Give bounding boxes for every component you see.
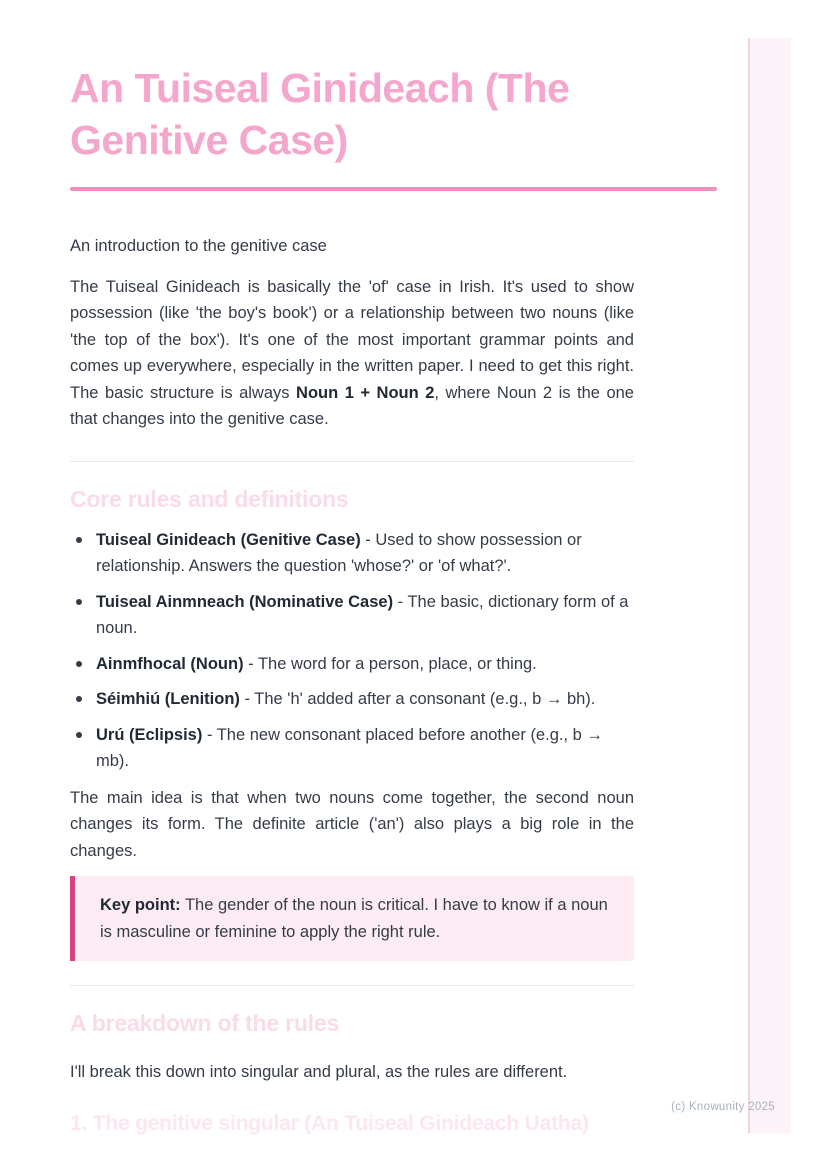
term-description: - The basic, dictionary form of a noun. [96, 592, 629, 638]
section-heading-breakdown: A breakdown of the rules [70, 1010, 340, 1037]
page-title: An Tuiseal Ginideach (The Genitive Case) [70, 65, 570, 164]
key-point-callout [70, 876, 634, 961]
title-divider [70, 187, 717, 191]
intro-paragraph [70, 274, 634, 433]
callout-label: Key point: [100, 896, 181, 915]
callout-text: The gender of the noun is critical. I have to know if a noun is masculine or feminine to apply the right rule. [100, 896, 608, 941]
term-description: - The word for a person, place, or thing. [243, 654, 537, 673]
bullet-icon [76, 732, 82, 738]
bullet-icon [76, 537, 82, 543]
term-description: - The 'h' added after a consonant (e.g., b → bh). [239, 690, 596, 709]
term-bold: Urú (Eclipsis) [96, 725, 203, 744]
list-item [70, 651, 634, 678]
subsection-heading-genitive-singular: 1. The genitive singular (An Tuiseal Ginideach Uatha) [70, 1112, 589, 1136]
term-bold: Ainmfhocal (Noun) [96, 654, 244, 673]
bullet-icon [76, 599, 82, 605]
term-bold: Séimhiú (Lenition) [96, 690, 240, 709]
bold-phrase: Noun 1 + Noun 2 [296, 383, 435, 402]
term-description: - The new consonant placed before another (e.g., b → mb). [96, 725, 603, 771]
intro-text: An introduction to the genitive case [70, 236, 327, 255]
list-item [70, 589, 634, 642]
section-divider [70, 461, 634, 462]
copyright-footer: (c) Knowunity 2025 [671, 1101, 775, 1113]
list-item [70, 527, 634, 580]
term-bold: Tuiseal Ainmneach (Nominative Case) [96, 592, 394, 611]
definitions-list [70, 527, 634, 775]
bullet-icon [76, 661, 82, 667]
paragraph-text: , where Noun 2 is the one that changes into the genitive case. [70, 383, 634, 429]
document-page [70, 0, 634, 1136]
term-bold: Tuiseal Ginideach (Genitive Case) [96, 530, 361, 549]
breakdown-paragraph: I'll break this down into singular and plural, as the rules are different. [70, 1063, 568, 1082]
main-idea-paragraph: The main idea is that when two nouns come together, the second noun changes its form. The definite article ('an') also plays a big role in the changes. [70, 788, 634, 860]
section-heading-core-rules: Core rules and definitions [70, 485, 349, 512]
list-item [70, 722, 634, 775]
list-item [70, 686, 634, 713]
bullet-icon [76, 696, 82, 702]
term-description: - Used to show possession or relationship. Answers the question 'whose?' or 'of what?'. [96, 530, 582, 576]
section-divider [70, 985, 634, 986]
page-edge-stripe [748, 38, 791, 1133]
paragraph-text: The Tuiseal Ginideach is basically the 'of' case in Irish. It's used to show possession (like 'the boy's book') or a relationship between two nouns (like 'the top of the box'). It's one of the most important grammar points and comes up everywhere, especially in the written paper. I need to get this right. The basic structure is always [70, 277, 634, 402]
